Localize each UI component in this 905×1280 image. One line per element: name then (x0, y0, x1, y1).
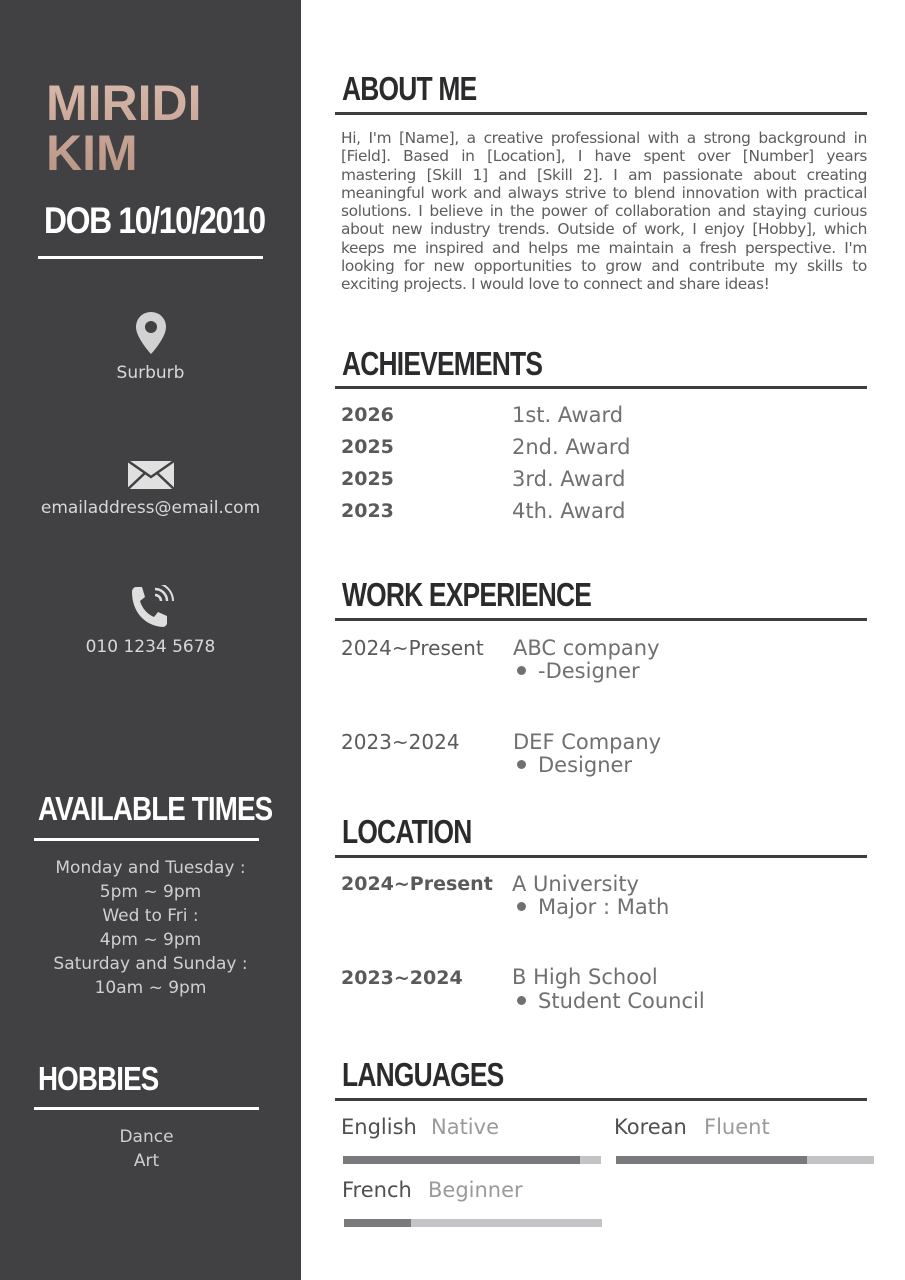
language-bar-fill (616, 1156, 807, 1164)
name-last: KIM (46, 125, 138, 181)
contact-phone (0, 585, 301, 657)
work-role-text: Designer (538, 753, 633, 777)
location-detail (517, 895, 669, 919)
work-period: 2024~Present (341, 636, 484, 660)
name-first: MIRIDI (46, 75, 202, 131)
dob-divider (38, 256, 263, 259)
language-name: French (342, 1178, 412, 1202)
work-period: 2023~2024 (341, 730, 460, 754)
language-bar (616, 1156, 874, 1164)
language-bar-fill (343, 1156, 580, 1164)
achievement-year: 2025 (341, 436, 394, 458)
language-level: Beginner (428, 1178, 523, 1202)
achievement-award: 1st. Award (512, 403, 624, 427)
hobby-item: Dance (119, 1127, 174, 1147)
language-bar-fill (344, 1219, 411, 1227)
bullet-icon (517, 996, 526, 1005)
work-company: DEF Company (513, 730, 662, 754)
sidebar (0, 0, 301, 1280)
language-level: Native (431, 1115, 499, 1139)
envelope-icon (127, 460, 175, 490)
name-heading (46, 75, 286, 181)
about-divider (335, 112, 867, 115)
achievement-award: 3rd. Award (512, 467, 626, 491)
languages-heading: LANGUAGES (342, 1056, 504, 1093)
hobbies-list (0, 1125, 297, 1173)
achievement-year: 2025 (341, 468, 394, 490)
phone-icon (127, 585, 175, 629)
bullet-icon (517, 666, 526, 675)
about-text: Hi, I'm [Name], a creative professional with a strong background in [Field]. Based in [Location], I have spent over [Number] years mastering [Skill 1] and [Skill 2]. I am passionate about creating meaningful work and always strive to blend innovation with practical solutions. I believe in the power of collaboration and staying curious about new industry trends. Outside of work, I enjoy [Hobby], which keeps me inspired and helps me maintain a fresh perspective. I'm looking for new opportunities to grow and contribute my skills to exciting projects. I would love to connect and share ideas! (341, 129, 867, 294)
about-heading: ABOUT ME (342, 70, 477, 107)
languages-divider (335, 1098, 867, 1101)
available-times-heading: AVAILABLE TIMES (38, 790, 273, 827)
language-name: Korean (614, 1115, 687, 1139)
map-pin-icon (134, 311, 168, 355)
work-role (517, 753, 632, 777)
available-times-list (0, 856, 301, 1000)
hobbies-divider (34, 1107, 259, 1110)
location-detail-text: Major : Math (538, 895, 670, 919)
available-times-divider (34, 838, 259, 841)
contact-email (0, 460, 301, 518)
time-line: Saturday and Sunday : (53, 954, 248, 974)
achievement-year: 2026 (341, 404, 394, 426)
work-divider (335, 618, 867, 621)
time-line: 10am ~ 9pm (94, 978, 207, 998)
time-line: 4pm ~ 9pm (99, 930, 202, 950)
achievement-year: 2023 (341, 500, 394, 522)
location-period: 2023~2024 (341, 967, 463, 989)
bullet-icon (517, 760, 526, 769)
language-name: English (341, 1115, 417, 1139)
location-divider (335, 855, 867, 858)
contact-location (0, 311, 301, 383)
work-role-text: -Designer (538, 659, 640, 683)
work-heading: WORK EXPERIENCE (342, 576, 592, 613)
time-line: Wed to Fri : (102, 906, 199, 926)
location-period: 2024~Present (341, 873, 493, 895)
date-of-birth: DOB 10/10/2010 (44, 200, 265, 241)
language-bar (343, 1156, 601, 1164)
language-bar (344, 1219, 602, 1227)
bullet-icon (517, 902, 526, 911)
location-detail-text: Student Council (538, 989, 705, 1013)
location-text: Surburb (116, 363, 185, 383)
time-line: 5pm ~ 9pm (99, 882, 202, 902)
work-company: ABC company (513, 636, 660, 660)
location-heading: LOCATION (342, 813, 472, 850)
location-place: B High School (512, 965, 658, 989)
work-role (517, 659, 640, 683)
phone-text: 010 1234 5678 (85, 637, 216, 657)
achievements-heading: ACHIEVEMENTS (342, 345, 543, 382)
hobby-item: Art (133, 1151, 160, 1171)
achievement-award: 4th. Award (512, 499, 626, 523)
location-place: A University (512, 872, 639, 896)
hobbies-heading: HOBBIES (38, 1060, 159, 1097)
achievement-award: 2nd. Award (512, 435, 631, 459)
time-line: Monday and Tuesday : (55, 858, 246, 878)
achievements-divider (335, 386, 867, 389)
language-level: Fluent (704, 1115, 770, 1139)
email-text: emailaddress@email.com (40, 498, 261, 518)
location-detail (517, 989, 705, 1013)
